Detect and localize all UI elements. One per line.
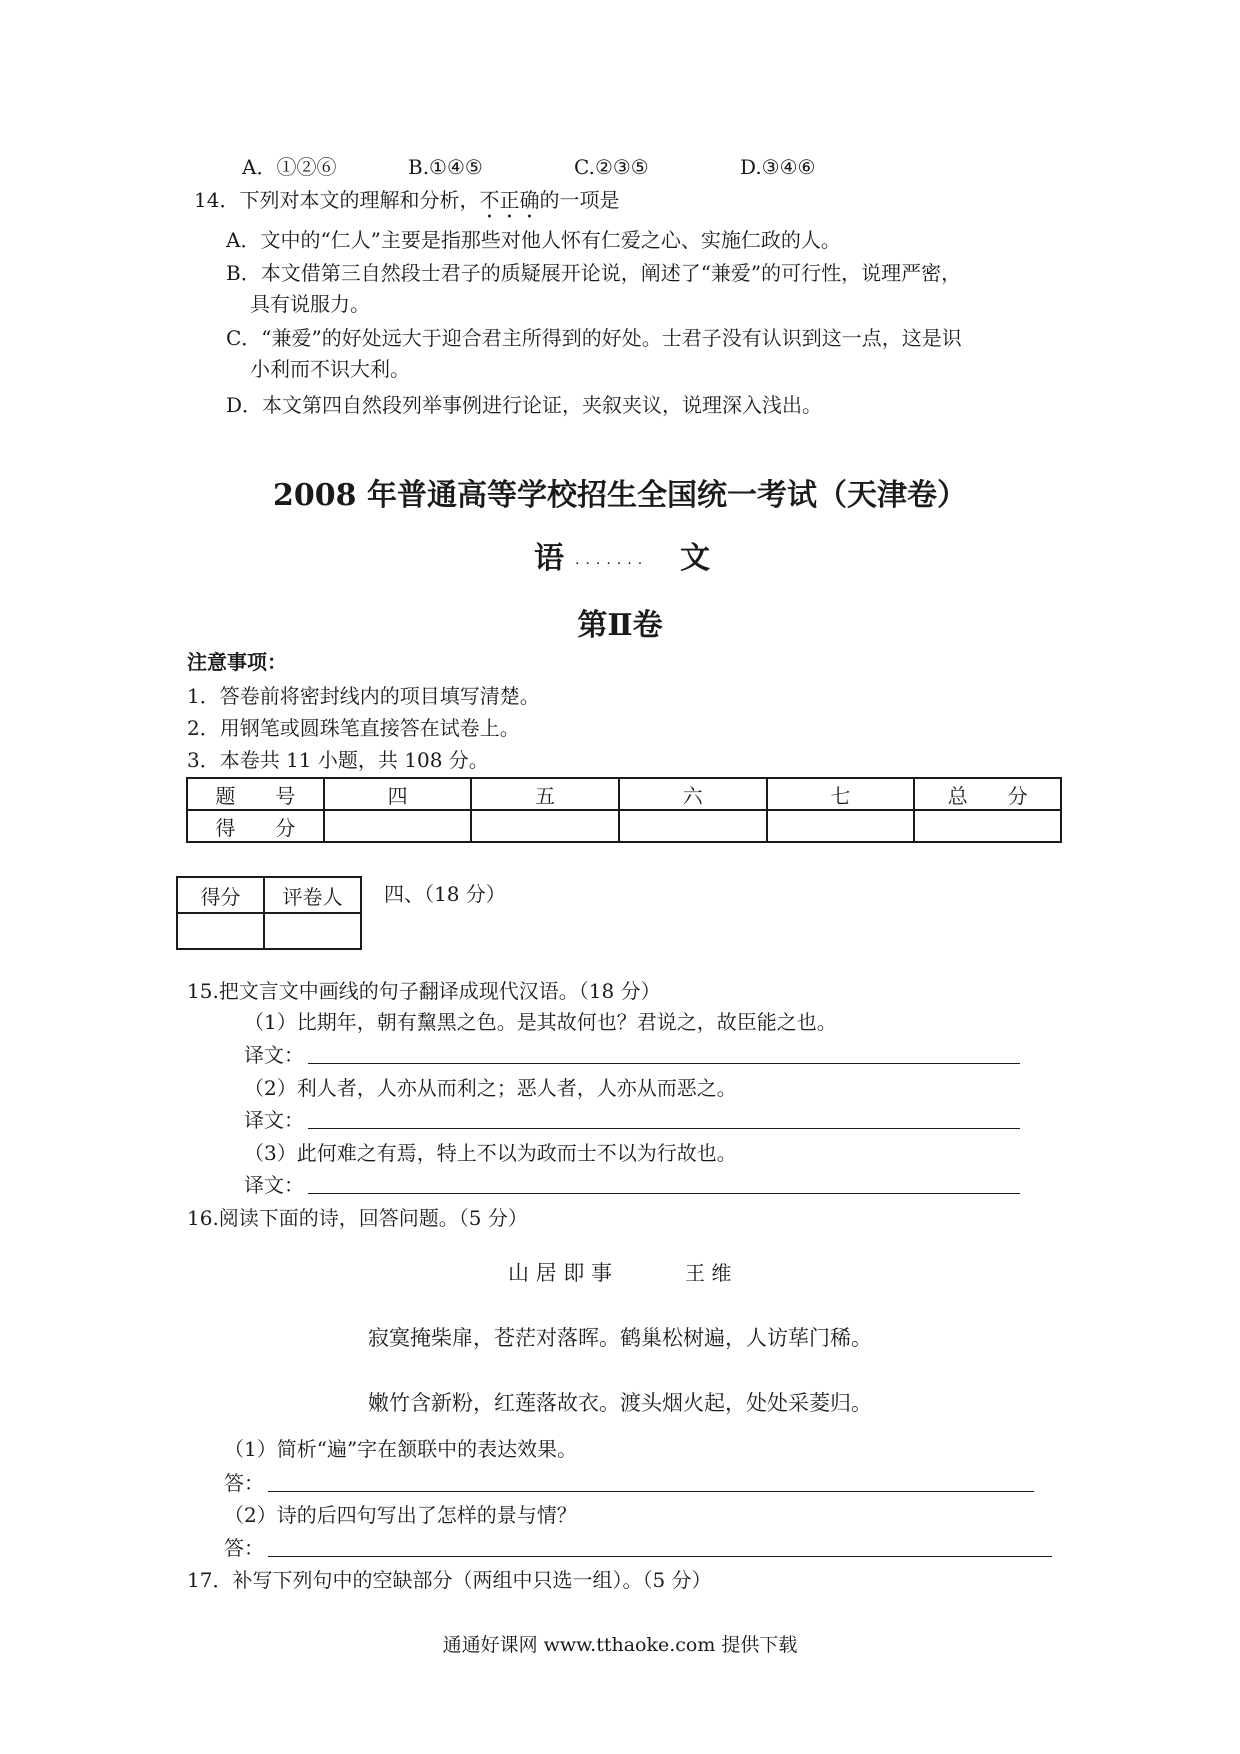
- footer: 通通好课网 www.tthaoke.com 提供下载: [442, 1634, 798, 1656]
- q14-stem: [194, 188, 619, 223]
- q15-stem: 15.把文言文中画线的句子翻译成现代汉语。（18 分）: [187, 979, 661, 1003]
- score-table: [186, 777, 1062, 843]
- poem-line-1: 寂寞掩柴扉，苍茫对落晖。鹤巢松树遍，人访荜门稀。: [368, 1326, 872, 1350]
- score-table-col-6: 六: [619, 778, 767, 810]
- q15-item-3: （3）此何难之有焉，特上不以为政而士不以为行故也。: [244, 1141, 737, 1165]
- grader-score-cell[interactable]: [177, 913, 264, 949]
- q15-answer-label-3: 译文：: [244, 1173, 304, 1197]
- score-table-score-label: 得 分: [187, 810, 324, 842]
- score-cell-7[interactable]: [767, 810, 915, 842]
- q14-option-b-line1: B．本文借第三自然段士君子的质疑展开论说，阐述了“兼爱”的可行性，说理严密，: [226, 261, 962, 285]
- poem-line-2: 嫩竹含新粉，红莲落故衣。渡头烟火起，处处采菱归。: [368, 1391, 872, 1415]
- q14-stem-prefix: 14．下列对本文的理解和分析，: [194, 188, 480, 212]
- notes-item-1: 1．答卷前将密封线内的项目填写清楚。: [187, 684, 540, 708]
- q14-stem-emphasis: 不正确: [479, 188, 540, 212]
- q14-option-b-line2: 具有说服力。: [250, 292, 370, 316]
- score-table-col-7: 七: [767, 778, 915, 810]
- q14-option-d: D．本文第四自然段列举事例进行论证，夹叙夹议，说理深入浅出。: [226, 393, 823, 417]
- subject-char-right: 文: [680, 541, 710, 576]
- q15-answer-line-2[interactable]: [308, 1128, 1020, 1129]
- score-cell-4[interactable]: [324, 810, 472, 842]
- notes-heading: 注意事项：: [187, 650, 287, 674]
- grader-name-cell[interactable]: [264, 913, 361, 949]
- q13-option-a: A．①②⑥: [242, 155, 337, 179]
- grader-name-header: 评卷人: [264, 877, 361, 913]
- grader-score-header: 得分: [177, 877, 264, 913]
- q14-option-c-line2: 小利而不识大利。: [250, 357, 410, 381]
- q14-option-a: A．文中的“仁人”主要是指那些对他人怀有仁爱之心、实施仁政的人。: [226, 228, 841, 252]
- q13-option-c: C.②③⑤: [574, 155, 649, 179]
- score-table-header-row: [187, 778, 1061, 810]
- q16-sub-question-2: （2）诗的后四句写出了怎样的景与情？: [224, 1503, 577, 1527]
- poem-author: 王 维: [685, 1261, 732, 1285]
- q16-stem: 16.阅读下面的诗，回答问题。（5 分）: [187, 1206, 528, 1230]
- score-table-col-total: 总 分: [914, 778, 1061, 810]
- q17-stem: 17．补写下列句中的空缺部分（两组中只选一组）。（5 分）: [187, 1568, 712, 1592]
- q14-option-c-line1: C．“兼爱”的好处远大于迎合君主所得到的好处。士君子没有认识到这一点，这是识: [226, 326, 962, 350]
- volume-title: 第Ⅱ卷: [577, 608, 663, 643]
- subject-dot-leader: .......: [575, 552, 649, 568]
- q16-answer-label-1: 答：: [224, 1471, 264, 1495]
- section-4-heading: 四、（18 分）: [384, 882, 506, 906]
- notes-item-2: 2．用钢笔或圆珠笔直接答在试卷上。: [187, 716, 520, 740]
- score-table-col-5: 五: [471, 778, 619, 810]
- q15-answer-label-1: 译文：: [244, 1043, 304, 1067]
- q15-item-1: （1）比期年，朝有黧黑之色。是其故何也？君说之，故臣能之也。: [244, 1010, 837, 1034]
- score-table-col-4: 四: [324, 778, 472, 810]
- score-table-label: 题 号: [187, 778, 324, 810]
- q16-answer-line-2[interactable]: [268, 1556, 1052, 1557]
- q13-option-d: D.③④⑥: [740, 155, 816, 179]
- notes-item-3: 3．本卷共 11 小题，共 108 分。: [187, 748, 489, 772]
- q13-option-b: B.①④⑤: [408, 155, 483, 179]
- q16-answer-label-2: 答：: [224, 1536, 264, 1560]
- score-cell-6[interactable]: [619, 810, 767, 842]
- subject-char-left: 语: [534, 541, 564, 576]
- exam-title: 2008 年普通高等学校招生全国统一考试（天津卷）: [273, 478, 967, 513]
- score-cell-total[interactable]: [914, 810, 1061, 842]
- score-table-score-row: [187, 810, 1061, 842]
- poem-title: 山 居 即 事: [508, 1261, 613, 1285]
- q15-item-2: （2）利人者，人亦从而利之；恶人者，人亦从而恶之。: [244, 1076, 737, 1100]
- q16-answer-line-1[interactable]: [268, 1491, 1034, 1492]
- q15-answer-line-1[interactable]: [308, 1063, 1020, 1064]
- q15-answer-line-3[interactable]: [308, 1193, 1020, 1194]
- grader-table: [176, 876, 362, 950]
- score-cell-5[interactable]: [471, 810, 619, 842]
- q16-sub-question-1: （1）简析“遍”字在颔联中的表达效果。: [224, 1437, 578, 1461]
- q15-answer-label-2: 译文：: [244, 1108, 304, 1132]
- q14-stem-suffix: 的一项是: [539, 188, 620, 212]
